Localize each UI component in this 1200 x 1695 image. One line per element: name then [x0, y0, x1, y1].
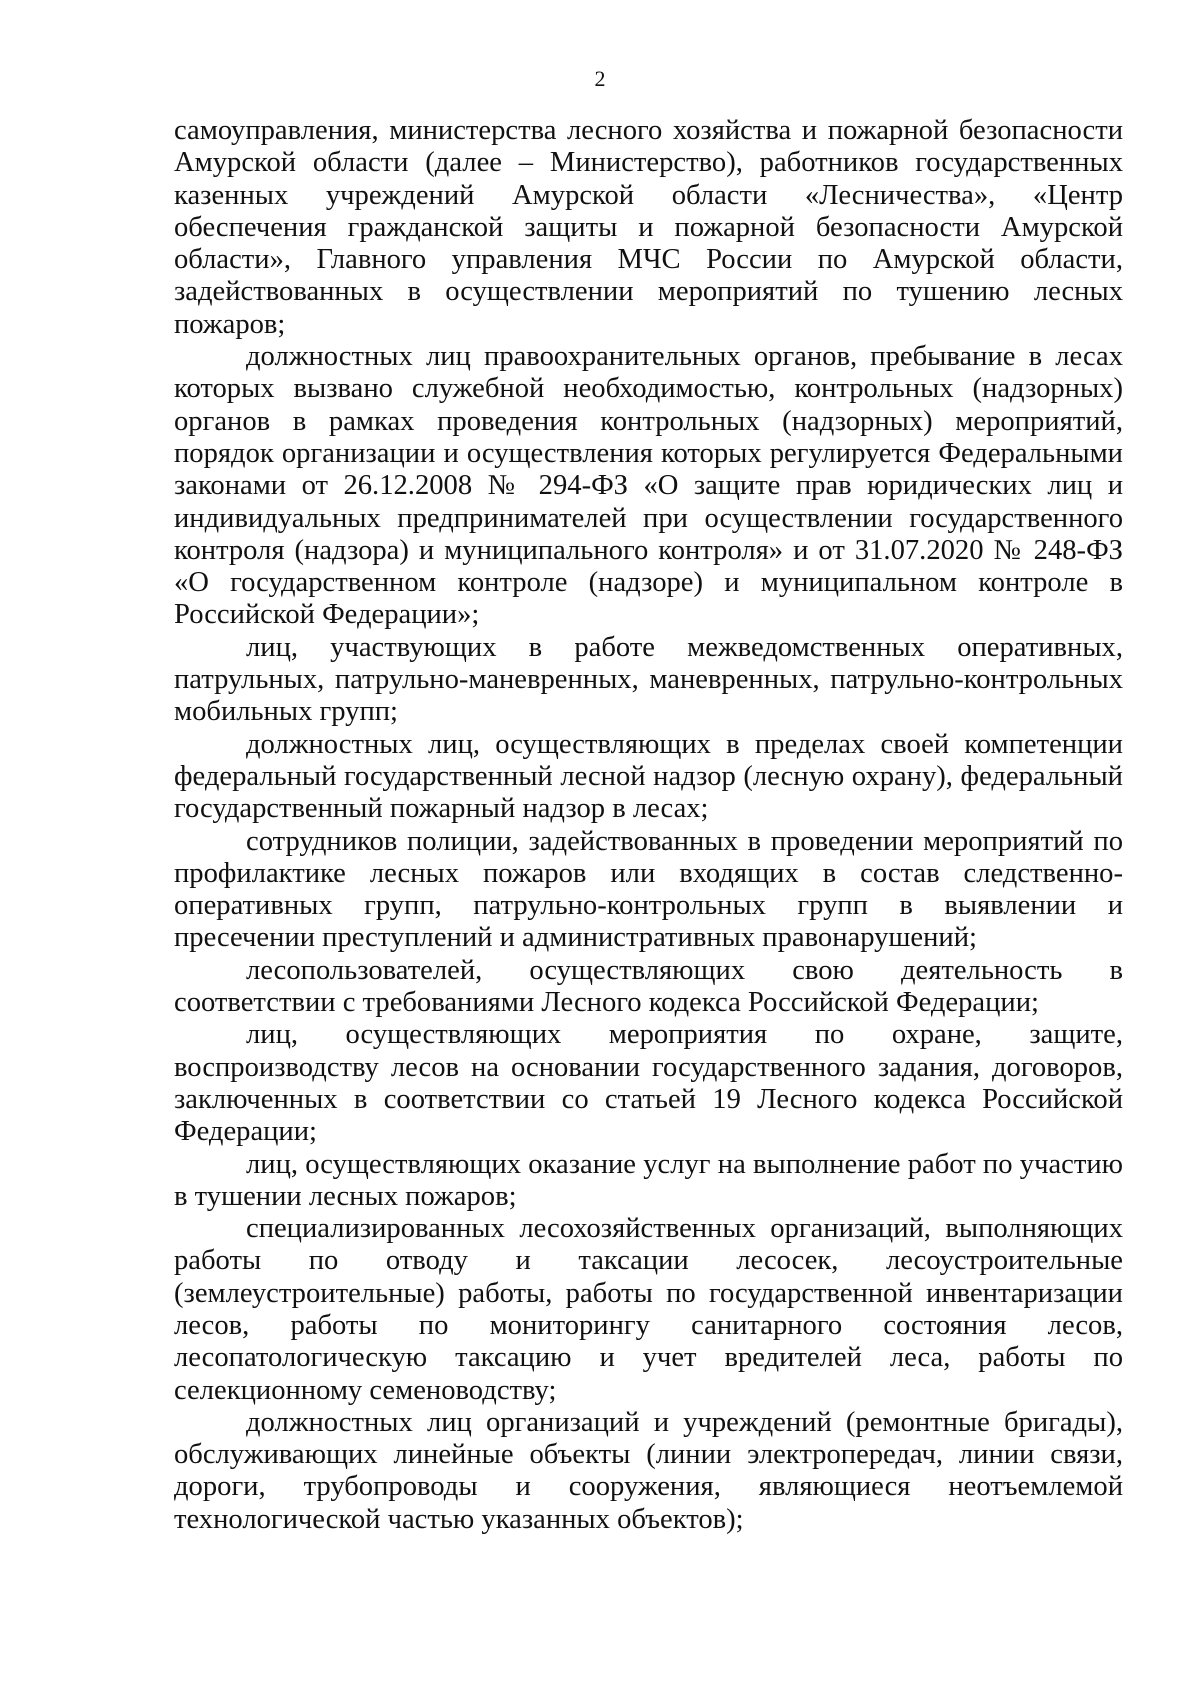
paragraph: должностных лиц правоохранительных органов, пребывание в лесах которых вызвано служебной необходимостью, контрольных (надзорных) органов в рамках проведения контрольных (надзорных) мероприятий, порядок организации и осуществления которых регулируется Федеральными законами от 26.12.2008 № 294-ФЗ «О защите прав юридических лиц и индивидуальных предпринимателей при осуществлении государственного контроля (надзора) и муниципального контроля» и от 31.07.2020 № 248-ФЗ «О государственном контроле (надзоре) и муниципальном контроле в Российской Федерации»; — [174, 341, 1123, 631]
paragraph: специализированных лесохозяйственных организаций, выполняющих работы по отводу и таксации лесосек, лесоустроительные (землеустроительные) работы, работы по государственной инвентаризации лесов, работы по мониторингу санитарного состояния лесов, лесопатологическую таксацию и учет вредителей леса, работы по селекционному семеноводству; — [174, 1213, 1123, 1406]
document-body — [174, 115, 1123, 1536]
page-number: 2 — [594, 66, 606, 91]
paragraph: должностных лиц, осуществляющих в пределах своей компетенции федеральный государственный лесной надзор (лесную охрану), федеральный государственный пожарный надзор в лесах; — [174, 728, 1123, 825]
paragraph: лесопользователей, осуществляющих свою деятельность в соответствии с требованиями Лесного кодекса Российской Федерации; — [174, 954, 1123, 1019]
paragraph: должностных лиц организаций и учреждений (ремонтные бригады), обслуживающих линейные объекты (линии электропередач, линии связи, дороги, трубопроводы и сооружения, являющиеся неотъемлемой технологической частью указанных объектов); — [174, 1406, 1123, 1535]
paragraph: лиц, участвующих в работе межведомственных оперативных, патрульных, патрульно-маневренных, маневренных, патрульно-контрольных мобильных групп; — [174, 631, 1123, 728]
paragraph: лиц, осуществляющих мероприятия по охране, защите, воспроизводству лесов на основании государственного задания, договоров, заключенных в соответствии со статьей 19 Лесного кодекса Российской Федерации; — [174, 1019, 1123, 1148]
paragraph: лиц, осуществляющих оказание услуг на выполнение работ по участию в тушении лесных пожаров; — [174, 1148, 1123, 1212]
paragraph: сотрудников полиции, задействованных в проведении мероприятий по профилактике лесных пожаров или входящих в состав следственно-оперативных групп, патрульно-контрольных групп в выявлении и пресечении преступлений и административных правонарушений; — [174, 825, 1123, 954]
paragraph: самоуправления, министерства лесного хозяйства и пожарной безопасности Амурской области (далее – Министерство), работников государственных казенных учреждений Амурской области «Лесничества», «Центр обеспечения гражданской защиты и пожарной безопасности Амурской области», Главного управления МЧС России по Амурской области, задействованных в осуществлении мероприятий по тушению лесных пожаров; — [174, 115, 1123, 340]
